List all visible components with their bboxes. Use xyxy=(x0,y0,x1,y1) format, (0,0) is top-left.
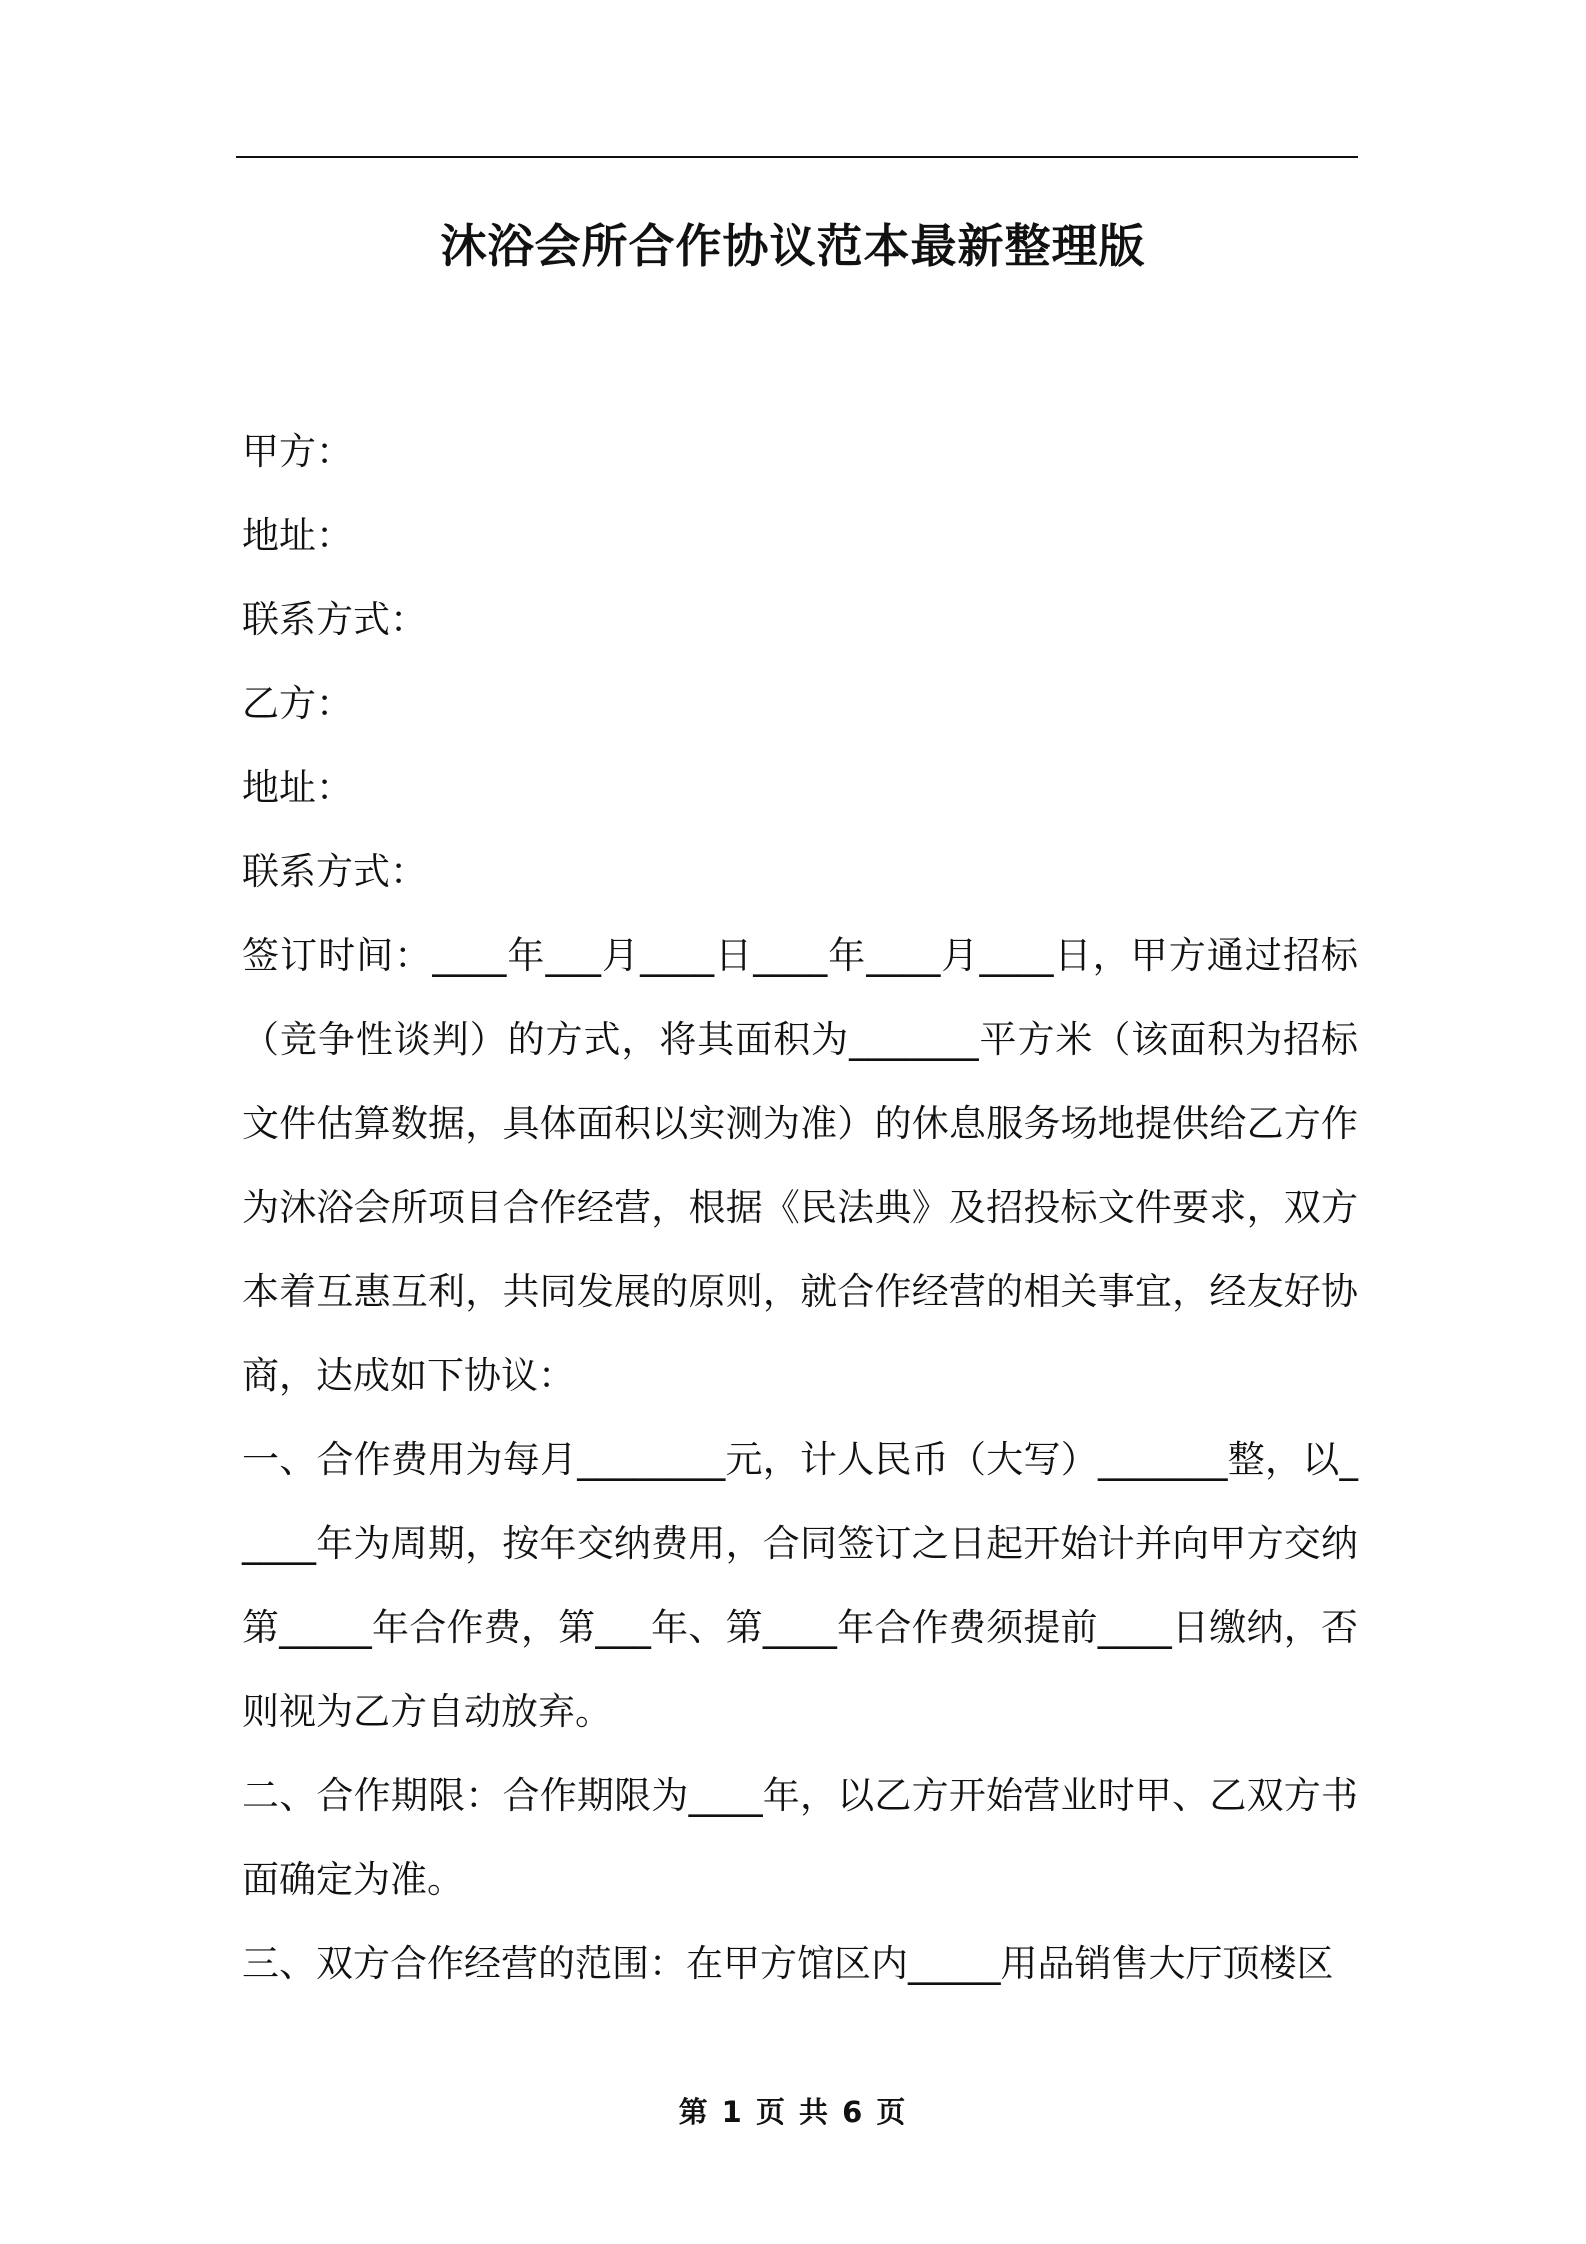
party-b-label: 乙方： xyxy=(242,682,353,725)
header-rule xyxy=(236,156,1358,158)
party-a-address-label: 地址： xyxy=(242,514,353,557)
clause-3-paragraph: 三、双方合作经营的范围：在甲方馆区内_____用品销售大厅顶楼区 xyxy=(242,1942,1334,1985)
document-body xyxy=(242,410,1358,2006)
clause-1-paragraph: 一、合作费用为每月________元，计人民币（大写）_______整，以_____年为周期，按年交纳费用，合同签订之日起开始计并向甲方交纳第_____年合作费，第___年、第____年合作费须提前____日缴纳，否则视为乙方自动放弃。 xyxy=(242,1438,1358,1733)
clause-2-paragraph: 二、合作期限：合作期限为____年，以乙方开始营业时甲、乙双方书面确定为准。 xyxy=(242,1774,1358,1901)
party-b-contact-label: 联系方式： xyxy=(242,850,427,893)
party-a-label: 甲方： xyxy=(242,430,353,473)
page-footer: 第 1 页 共 6 页 xyxy=(678,2095,908,2129)
party-b-address-label: 地址： xyxy=(242,766,353,809)
preamble-paragraph: 签订时间：____年___月____日____年____月____日，甲方通过招标（竞争性谈判）的方式，将其面积为_______平方米（该面积为招标文件估算数据，具体面积以实测为准）的休息服务场地提供给乙方作为沐浴会所项目合作经营，根据《民法典》及招投标文件要求，双方本着互惠互利，共同发展的原则，就合作经营的相关事宜，经友好协商，达成如下协议： xyxy=(242,934,1358,1397)
document-title: 沐浴会所合作协议范本最新整理版 xyxy=(440,219,1146,273)
party-a-contact-label: 联系方式： xyxy=(242,598,427,641)
